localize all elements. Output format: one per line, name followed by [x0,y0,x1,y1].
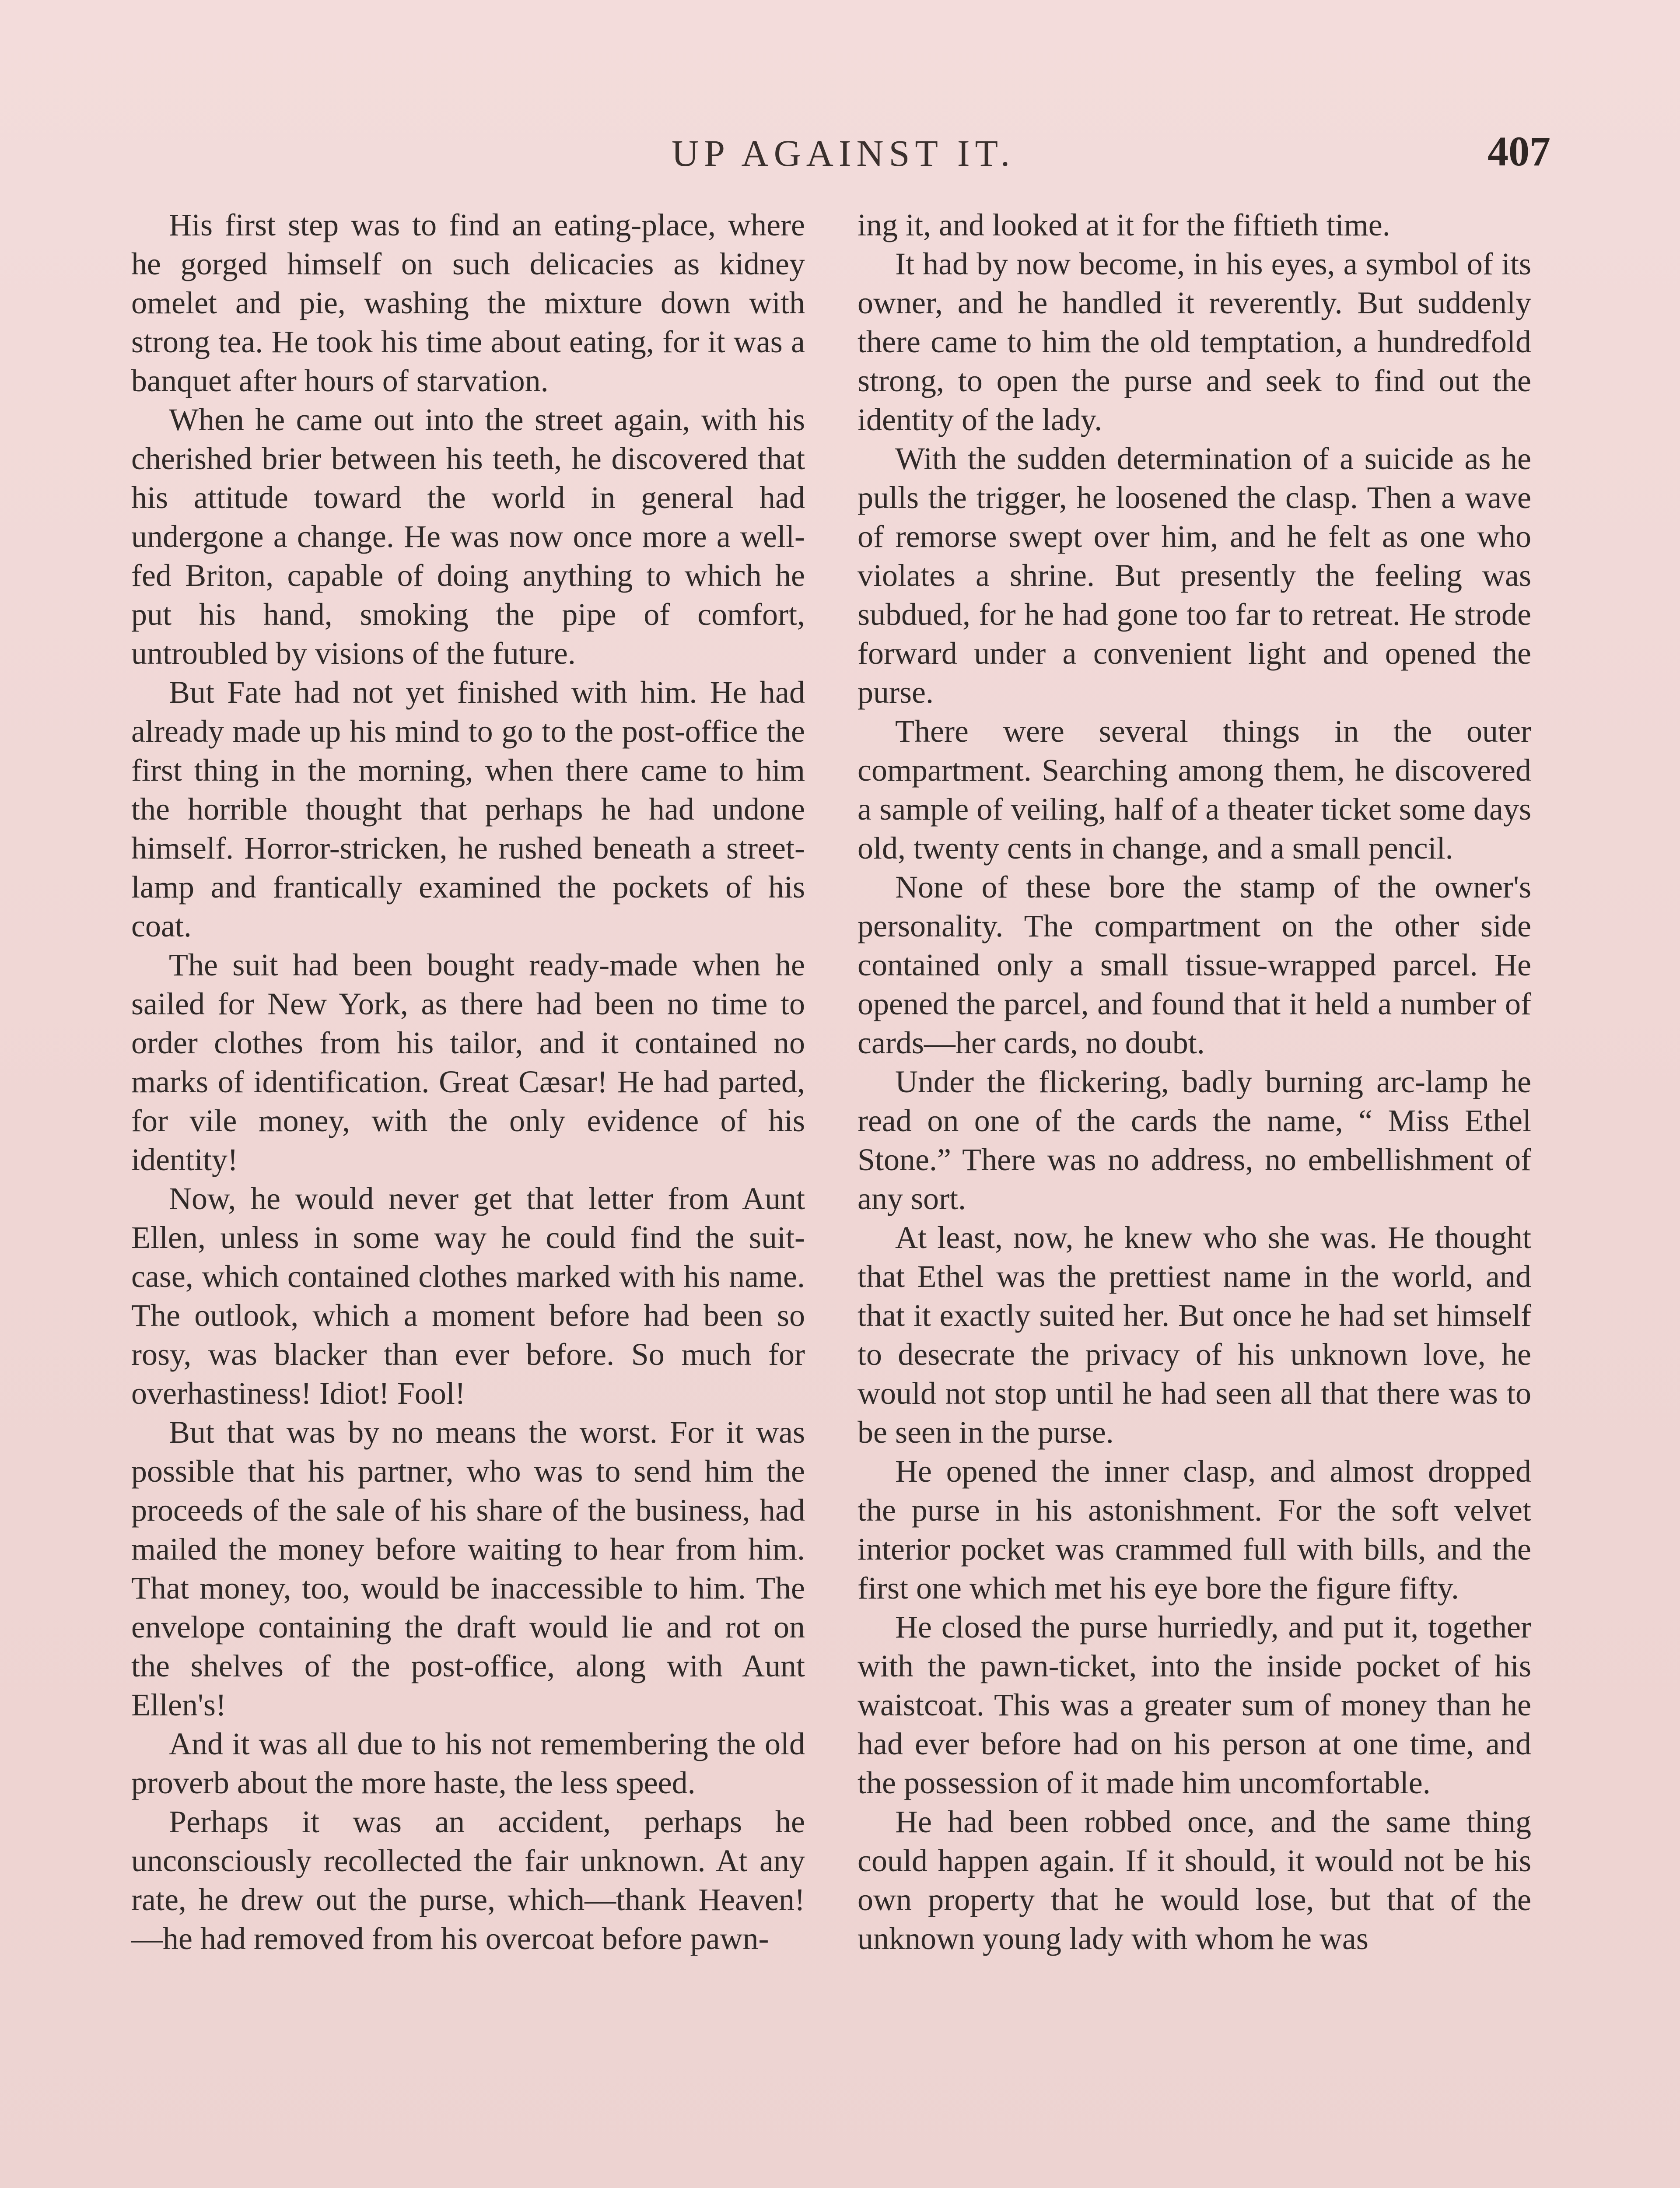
paragraph: Now, he would never get that letter from Aunt Ellen, unless in some way he could find the suit-case, which contained clothes marked with his name. The outlook, which a moment before had been so rosy, was blacker than ever before. So much for overhastiness! Idiot! Fool! [131,1181,805,1411]
left-column [131,206,805,1958]
paragraph: There were several things in the outer compartment. Searching among them, he discovered a sample of veiling, half of a theater ticket some days old, twenty cents in change, and a small pencil. [858,714,1531,866]
paragraph: It had by now become, in his eyes, a symbol of its owner, and he handled it reverently. But suddenly there came to him the old temptation, a hundredfold strong, to open the purse and seek to find out the identity of the lady. [858,246,1531,437]
paragraph: With the sudden determination of a suicide as he pulls the trigger, he loosened the clasp. Then a wave of remorse swept over him, and he felt as one who violates a shrine. But presently the feeling was subdued, for he had gone too far to retreat. He strode forward under a convenient light and opened the purse. [858,441,1531,710]
paragraph: The suit had been bought ready-made when he sailed for New York, as there had been no time to order clothes from his tailor, and it contained no marks of identification. Great Cæsar! He had parted, for vile money, with the only evidence of his identity! [131,947,805,1177]
paragraph: He had been robbed once, and the same thing could happen again. If it should, it would not be his own property that he would lose, but that of the unknown young lady with whom he was [858,1804,1531,1956]
paragraph: None of these bore the stamp of the owner's personality. The compartment on the other side contained only a small tissue-wrapped parcel. He opened the parcel, and found that it held a number of cards—her cards, no doubt. [858,870,1531,1060]
paragraph: And it was all due to his not remembering the old proverb about the more haste, the less speed. [131,1726,805,1800]
paragraph: Under the flickering, badly burning arc-lamp he read on one of the cards the name, “ Miss Ethel Stone.” There was no address, no embellishment of any sort. [858,1064,1531,1216]
paragraph: His first step was to find an eating-place, where he gorged himself on such delicacies as kidney omelet and pie, washing the mixture down with strong tea. He took his time about eating, for it was a banquet after hours of starvation. [131,207,805,398]
running-head: UP AGAINST IT. [672,132,1015,174]
page-header [0,127,1680,188]
paragraph: He closed the purse hurriedly, and put it, together with the pawn-ticket, into the inside pocket of his waistcoat. This was a greater sum of money than he had ever before had on his person at one time, and the possession of it made him uncomfortable. [858,1609,1531,1800]
paragraph: When he came out into the street again, with his cherished brier between his teeth, he discovered that his attitude toward the world in general had undergone a change. He was now once more a well-fed Briton, capable of doing anything to which he put his hand, smoking the pipe of comfort, untroubled by visions of the future. [131,402,805,671]
paragraph: But Fate had not yet finished with him. He had already made up his mind to go to the post-office the first thing in the morning, when there came to him the horrible thought that perhaps he had undone himself. Horror-stricken, he rushed beneath a street-lamp and frantically examined the pockets of his coat. [131,675,805,943]
page-number: 407 [1488,128,1550,175]
paragraph: He opened the inner clasp, and almost dropped the purse in his astonishment. For the soft velvet interior pocket was crammed full with bills, and the first one which met his eye bore the figure fifty. [858,1454,1531,1606]
paragraph: But that was by no means the worst. For it was possible that his partner, who was to send him the proceeds of the sale of his share of the business, had mailed the money before waiting to hear from him. That money, too, would be inaccessible to him. The envelope containing the draft would lie and rot on the shelves of the post-office, along with Aunt Ellen's! [131,1415,805,1722]
paragraph: Perhaps it was an accident, perhaps he unconsciously recollected the fair unknown. At any rate, he drew out the purse, which—thank Heaven!—he had removed from his overcoat before pawn- [131,1804,805,1956]
right-column [858,206,1531,1958]
paragraph: ing it, and looked at it for the fiftieth time. [858,207,1390,242]
paragraph: At least, now, he knew who she was. He thought that Ethel was the prettiest name in the world, and that it exactly suited her. But once he had set himself to desecrate the privacy of his unknown love, he would not stop until he had seen all that there was to be seen in the purse. [858,1220,1531,1450]
